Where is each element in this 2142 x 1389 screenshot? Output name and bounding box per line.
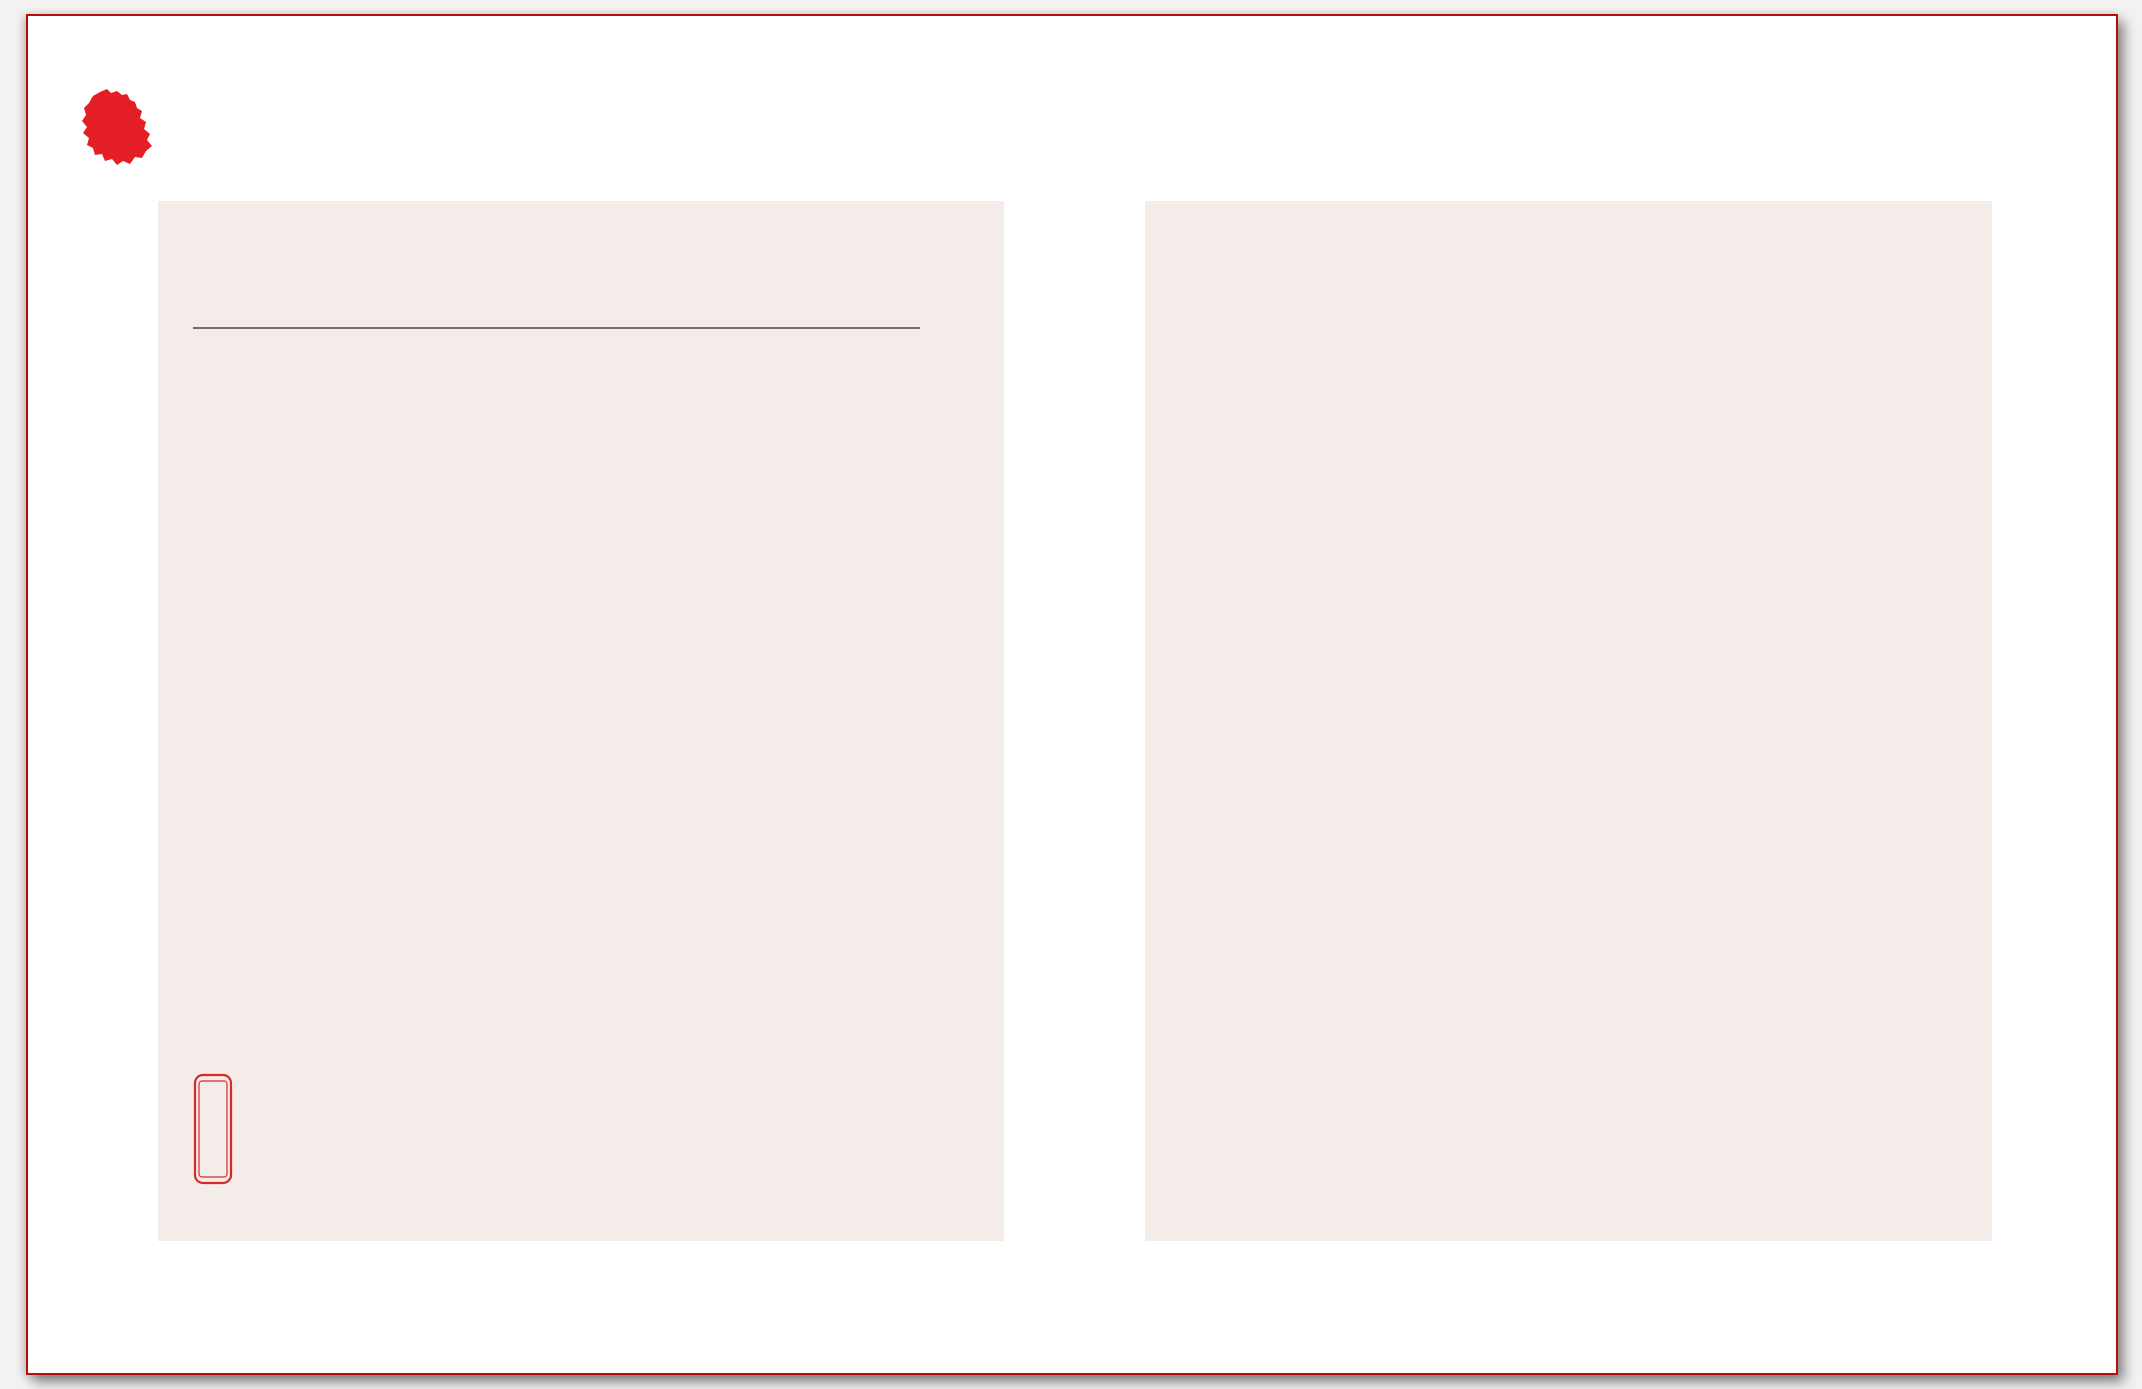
hunan-map-shape <box>82 89 152 165</box>
magazine-spread <box>26 14 2118 1375</box>
right-page <box>1072 16 2116 1373</box>
hunan-map-logo-icon <box>80 88 154 166</box>
left-page <box>28 16 1072 1373</box>
article-panel-left <box>158 201 1004 1241</box>
seal-inner-border <box>199 1081 227 1177</box>
article-panel-right <box>1145 201 1992 1241</box>
seal-outer-border <box>195 1075 231 1183</box>
seal-stamp-icon <box>193 1073 233 1185</box>
title-rule <box>193 327 920 329</box>
